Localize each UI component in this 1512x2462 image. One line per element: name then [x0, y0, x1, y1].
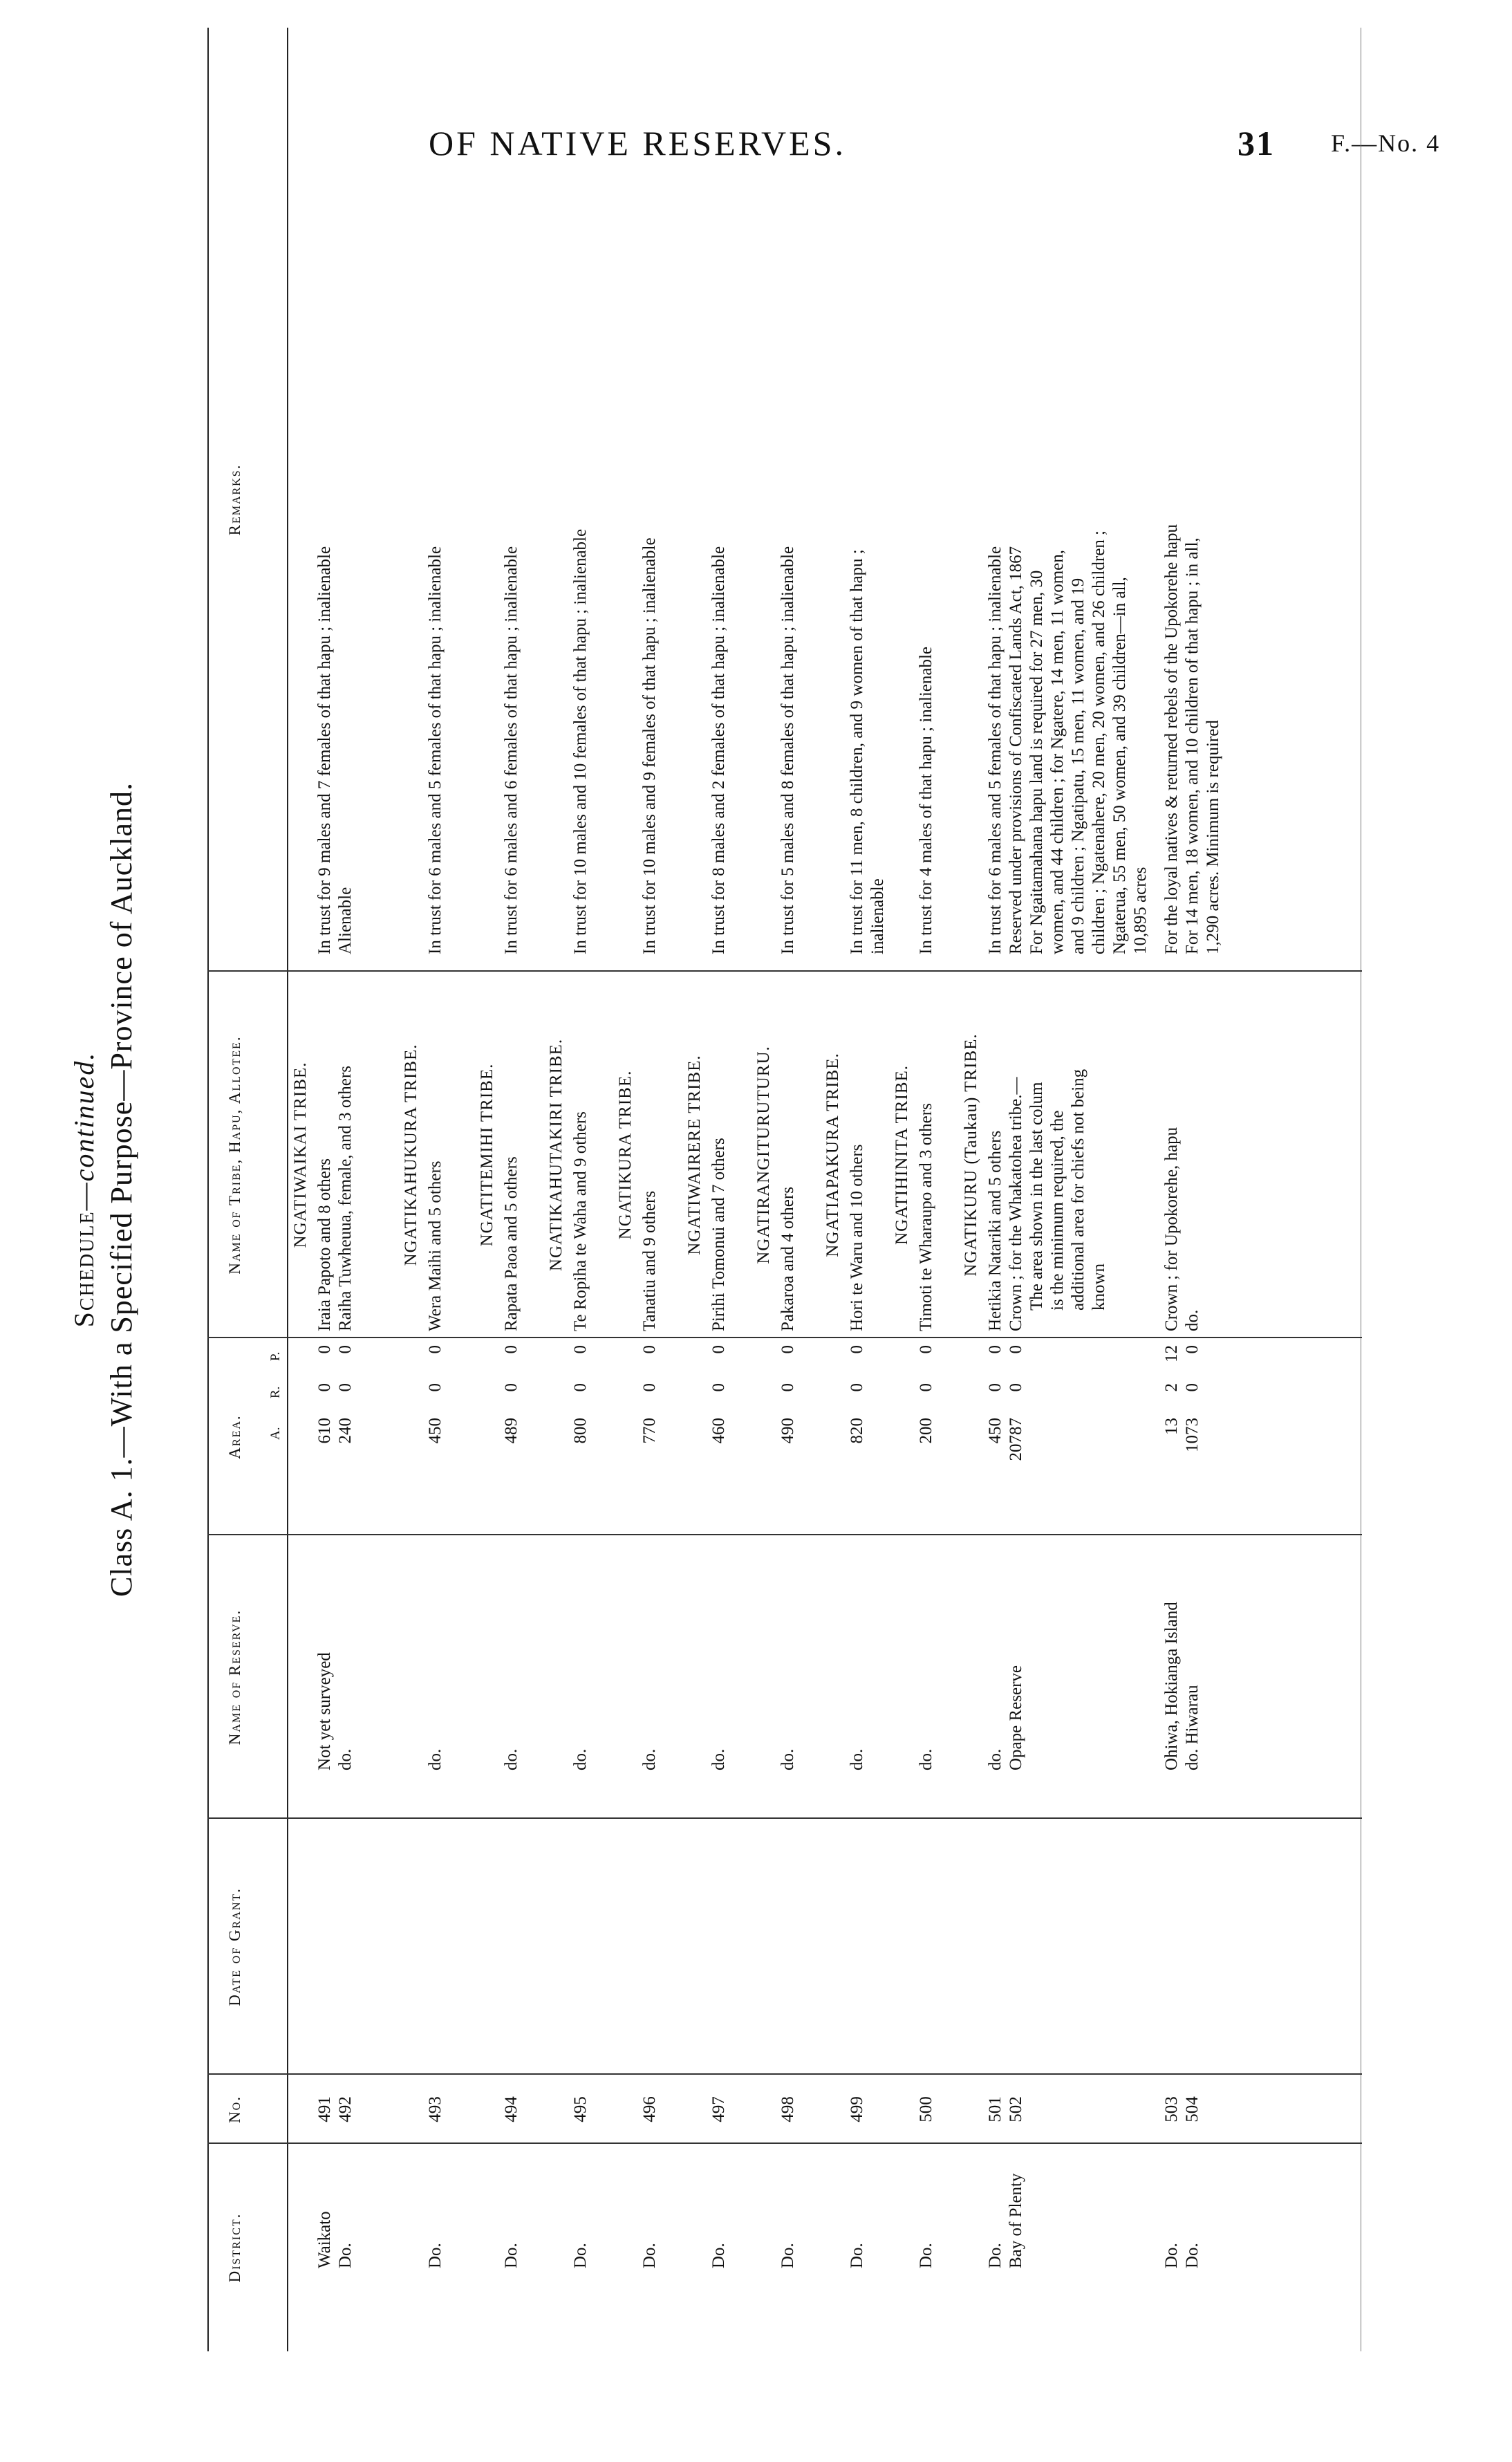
area-perches-cell: 0 — [778, 1345, 797, 1354]
tribe-heading: NGATITEMIHI TRIBE. — [478, 1063, 496, 1247]
area-perches-cell: 0 — [1183, 1345, 1202, 1354]
area-acres-cell: 240 — [336, 1418, 355, 1444]
area-perches-cell: 0 — [640, 1345, 659, 1354]
reserve-name-cell: do. — [917, 1748, 935, 1770]
area-roods-cell: 0 — [848, 1383, 866, 1392]
area-perches-cell: 0 — [315, 1345, 334, 1354]
area-roods-cell: 0 — [640, 1383, 659, 1392]
remarks-cell: In trust for 6 males and 6 females of that hapu ; inalienable — [502, 546, 521, 954]
schedule-label: Schedule— — [68, 1181, 100, 1328]
area-acres-cell: 770 — [640, 1418, 659, 1444]
no-cell: 493 — [426, 2096, 445, 2122]
remarks-line: women, and 44 children ; for Ngatere, 14 men, 11 women, — [1048, 549, 1067, 954]
area-perches-cell: 0 — [1007, 1345, 1025, 1354]
remarks-cell: In trust for 6 males and 5 females of that hapu ; inalienable — [986, 546, 1005, 954]
remarks-line: Ngaterua, 55 men, 50 women, and 39 children—in all, — [1110, 577, 1129, 954]
area-perches-label: P. — [268, 1351, 283, 1361]
area-roods-cell: 0 — [315, 1383, 334, 1392]
allotee-cell: do. — [1183, 1309, 1202, 1331]
reserve-name-cell: Ohiwa, Hokianga Island — [1162, 1602, 1181, 1770]
district-cell: Do. — [848, 2243, 866, 2268]
col-header-district: District. — [226, 2212, 243, 2283]
running-header-title: OF NATIVE RESERVES. — [429, 124, 846, 163]
no-cell: 494 — [502, 2096, 521, 2122]
area-roods-cell: 0 — [1007, 1383, 1025, 1392]
area-perches-cell: 0 — [336, 1345, 355, 1354]
reserve-name-cell: do. — [848, 1748, 866, 1770]
area-acres-cell: 460 — [709, 1418, 728, 1444]
reserve-name-cell: do. — [778, 1748, 797, 1770]
reserve-name-cell: do. — [709, 1748, 728, 1770]
area-acres-cell: 820 — [848, 1418, 866, 1444]
remarks-cell: In trust for 6 males and 5 females of that hapu ; inalienable — [426, 546, 445, 954]
allotee-note-line: known — [1090, 1263, 1108, 1311]
reserve-name-cell: do. — [571, 1748, 590, 1770]
rotated-schedule-table — [62, 28, 1362, 2351]
col-divider — [207, 1337, 1362, 1338]
area-perches-cell: 12 — [1162, 1345, 1181, 1362]
area-roods-label: R. — [268, 1386, 283, 1398]
no-cell: 503 — [1162, 2096, 1181, 2122]
area-perches-cell: 0 — [848, 1345, 866, 1354]
allotee-note-line: is the minimum required, the — [1048, 1110, 1067, 1311]
remarks-cell: In trust for 5 males and 8 females of that hapu ; inalienable — [778, 546, 797, 954]
area-perches-cell: 0 — [502, 1345, 521, 1354]
allotee-cell: Tanatiu and 9 others — [640, 1190, 659, 1331]
area-perches-cell: 0 — [709, 1345, 728, 1354]
col-divider — [207, 1817, 1362, 1819]
no-cell: 504 — [1183, 2096, 1202, 2122]
district-cell: Do. — [571, 2243, 590, 2268]
remarks-line: 10,895 acres — [1131, 867, 1150, 954]
district-cell: Do. — [1183, 2243, 1202, 2268]
tribe-heading: NGATIKAHUKURA TRIBE. — [402, 1044, 420, 1266]
district-cell: Do. — [986, 2243, 1005, 2268]
remarks-cell: For the loyal natives & returned rebels of the Upokorehe hapu — [1162, 524, 1181, 954]
remarks-cell: In trust for 10 males and 10 females of that hapu ; inalienable — [571, 528, 590, 954]
area-roods-cell: 0 — [709, 1383, 728, 1392]
tribe-heading: NGATIKURA TRIBE. — [616, 1070, 635, 1240]
class-title: Class A. 1.—With a Specified Purpose—Province of Auckland. — [104, 781, 138, 1598]
allotee-cell: Te Ropiha te Waha and 9 others — [571, 1111, 590, 1331]
area-acres-cell: 450 — [986, 1418, 1005, 1444]
allotee-cell: Timoti te Wharaupo and 3 others — [917, 1103, 935, 1331]
reserve-name-cell: Opape Reserve — [1007, 1665, 1025, 1770]
no-cell: 501 — [986, 2096, 1005, 2122]
col-header-area: Area. — [226, 1414, 243, 1459]
allotee-cell: Hetikia Natariki and 5 others — [986, 1130, 1005, 1331]
area-roods-cell: 0 — [502, 1383, 521, 1392]
remarks-line: For Ngaitamahana hapu land is required for 27 men, 30 — [1027, 570, 1046, 954]
district-cell: Bay of Plenty — [1007, 2173, 1025, 2268]
area-acres-cell: 800 — [571, 1418, 590, 1444]
district-cell: Do. — [778, 2243, 797, 2268]
district-cell: Waikato — [315, 2211, 334, 2268]
area-roods-cell: 0 — [1183, 1383, 1202, 1392]
area-acres-cell: 1073 — [1183, 1418, 1202, 1452]
tribe-heading: NGATIKAHUTAKIRI TRIBE. — [547, 1038, 566, 1272]
col-header-remarks: Remarks. — [226, 463, 243, 536]
area-roods-cell: 0 — [917, 1383, 935, 1392]
area-acres-cell: 490 — [778, 1418, 797, 1444]
area-roods-cell: 0 — [336, 1383, 355, 1392]
no-cell: 491 — [315, 2096, 334, 2122]
remarks-line: children ; Ngatenahere, 20 men, 20 women, and 26 children ; — [1090, 530, 1108, 954]
area-perches-cell: 0 — [571, 1345, 590, 1354]
district-cell: Do. — [336, 2243, 355, 2268]
col-divider — [207, 1534, 1362, 1535]
no-cell: 492 — [336, 2096, 355, 2122]
tribe-heading: NGATIRANGITURUTURU. — [754, 1046, 773, 1264]
allotee-cell: Pakaroa and 4 others — [778, 1187, 797, 1331]
page-number: 31 — [1238, 124, 1275, 163]
paper-code: F.—No. 4 — [1331, 129, 1441, 157]
tribe-heading: NGATIKURU (Taukau) TRIBE. — [962, 1033, 980, 1277]
allotee-note-line: The area shown in the last colum — [1027, 1082, 1046, 1311]
no-cell: 502 — [1007, 2096, 1025, 2122]
no-cell: 496 — [640, 2096, 659, 2122]
area-acres-cell: 450 — [426, 1418, 445, 1444]
area-roods-cell: 0 — [778, 1383, 797, 1392]
allotee-cell: Rapata Paoa and 5 others — [502, 1156, 521, 1331]
remarks-line: For 14 men, 18 women, and 10 children of that hapu ; in all, — [1183, 537, 1202, 954]
remarks-line: Reserved under provisions of Confiscated Lands Act, 1867 — [1007, 546, 1025, 954]
no-cell: 500 — [917, 2096, 935, 2122]
district-cell: Do. — [709, 2243, 728, 2268]
reserve-name-cell: do. — [986, 1748, 1005, 1770]
allotee-cell: Raiha Tuwheuua, female, and 3 others — [336, 1066, 355, 1331]
remarks-line: 1,290 acres. Minimum is required — [1204, 720, 1222, 954]
reserve-name-cell: Not yet surveyed — [315, 1652, 334, 1770]
reserve-name-cell: do. — [336, 1748, 355, 1770]
district-cell: Do. — [1162, 2243, 1181, 2268]
reserve-name-cell: do. — [640, 1748, 659, 1770]
no-cell: 499 — [848, 2096, 866, 2122]
tribe-heading: NGATIWAIRERE TRIBE. — [685, 1055, 704, 1255]
remarks-line: and 9 children ; Ngatipatu, 15 men, 11 women, and 19 — [1069, 577, 1088, 954]
area-acres-cell: 20787 — [1007, 1418, 1025, 1461]
no-cell: 498 — [778, 2096, 797, 2122]
area-perches-cell: 0 — [426, 1345, 445, 1354]
continued-label: continued. — [68, 1051, 100, 1182]
col-header-name-of-reserve: Name of Reserve. — [226, 1609, 243, 1746]
area-acres-cell: 610 — [315, 1418, 334, 1444]
allotee-cell: Hori te Waru and 10 others — [848, 1144, 866, 1331]
col-header-tribe: Name of Tribe, Hapu, Allotee. — [226, 1035, 243, 1275]
remarks-cell: Alienable — [336, 887, 355, 954]
district-cell: Do. — [426, 2243, 445, 2268]
area-roods-cell: 2 — [1162, 1383, 1181, 1392]
tribe-heading: NGATIHINITA TRIBE. — [893, 1065, 911, 1245]
area-acres-label: A. — [268, 1427, 283, 1440]
area-roods-cell: 0 — [571, 1383, 590, 1392]
remarks-cell: In trust for 4 males of that hapu ; inalienable — [917, 646, 935, 954]
area-perches-cell: 0 — [917, 1345, 935, 1354]
area-acres-cell: 200 — [917, 1418, 935, 1444]
reserve-name-cell: do. — [426, 1748, 445, 1770]
allotee-cell: Crown ; for Upokorehe, hapu — [1162, 1127, 1181, 1331]
reserve-name-cell: do. Hiwarau — [1183, 1685, 1202, 1770]
tribe-heading: NGATIWAIKAI TRIBE. — [291, 1062, 310, 1248]
remarks-cell: In trust for 11 men, 8 children, and 9 women of that hapu ; — [848, 549, 866, 954]
allotee-note-line: additional area for chiefs not being — [1069, 1068, 1088, 1311]
district-cell: Do. — [502, 2243, 521, 2268]
col-divider — [207, 970, 1362, 972]
remarks-cell: In trust for 9 males and 7 females of that hapu ; inalienable — [315, 546, 334, 954]
area-roods-cell: 0 — [986, 1383, 1005, 1392]
allotee-cell: Pirihi Tomonui and 7 others — [709, 1138, 728, 1331]
remarks-cell-continued: inalienable — [868, 878, 887, 954]
remarks-cell: In trust for 10 males and 9 females of that hapu ; inalienable — [640, 537, 659, 954]
allotee-cell: Iraia Papoto and 8 others — [315, 1158, 334, 1331]
reserve-name-cell: do. — [502, 1748, 521, 1770]
district-cell: Do. — [917, 2243, 935, 2268]
header-bottom-rule — [287, 28, 288, 2351]
allotee-cell: Wera Maihi and 5 others — [426, 1160, 445, 1331]
no-cell: 497 — [709, 2096, 728, 2122]
remarks-cell: In trust for 8 males and 2 females of that hapu ; inalienable — [709, 546, 728, 954]
tribe-heading: NGATIAPAKURA TRIBE. — [823, 1053, 842, 1257]
table-top-rule — [207, 28, 209, 2351]
col-header-no: No. — [226, 2095, 243, 2123]
area-acres-cell: 13 — [1162, 1418, 1181, 1435]
area-perches-cell: 0 — [986, 1345, 1005, 1354]
col-header-date-of-grant: Date of Grant. — [226, 1887, 243, 2006]
no-cell: 495 — [571, 2096, 590, 2122]
district-cell: Do. — [640, 2243, 659, 2268]
area-acres-cell: 489 — [502, 1418, 521, 1444]
area-roods-cell: 0 — [426, 1383, 445, 1392]
schedule-caption — [68, 28, 100, 2351]
allotee-cell: Crown ; for the Whakatohea tribe.— — [1007, 1077, 1025, 1331]
